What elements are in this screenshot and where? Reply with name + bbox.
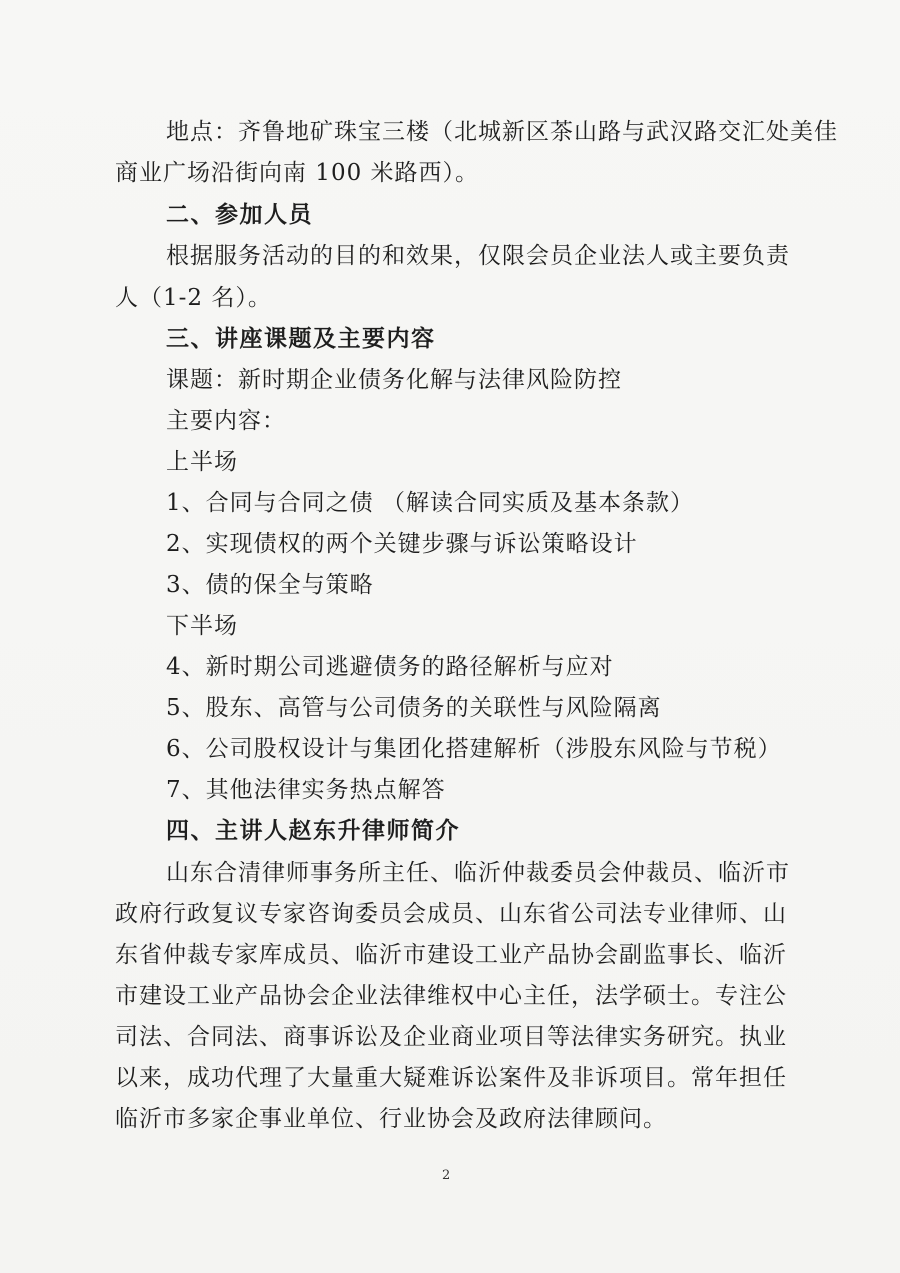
- page-number: 2: [442, 1168, 451, 1183]
- list-item-4: 4、新时期公司逃避债务的路径解析与应对: [166, 654, 614, 680]
- location-line-2: 商业广场沿街向南 100 米路西）。: [115, 160, 480, 186]
- list-item-6: 6、公司股权设计与集团化搭建解析（涉股东风险与节税）: [166, 736, 782, 762]
- section-2-line-2: 人（1-2 名）。: [115, 285, 272, 311]
- section-3-heading: 三、讲座课题及主要内容: [166, 326, 436, 352]
- section-2-line-1: 根据服务活动的目的和效果，仅限会员企业法人或主要负责: [166, 243, 790, 269]
- section-2-heading: 二、参加人员: [166, 202, 313, 228]
- topic-line: 课题：新时期企业债务化解与法律风险防控: [166, 367, 622, 393]
- bio-line-4: 市建设工业产品协会企业法律维权中心主任，法学硕士。专注公: [115, 983, 787, 1009]
- bio-line-6: 以来，成功代理了大量重大疑难诉讼案件及非诉项目。常年担任: [115, 1065, 787, 1091]
- bio-line-2: 政府行政复议专家咨询委员会成员、山东省公司法专业律师、山: [115, 901, 787, 927]
- section-4-heading: 四、主讲人赵东升律师简介: [166, 818, 460, 844]
- list-item-1: 1、合同与合同之债 （解读合同实质及基本条款）: [166, 490, 694, 516]
- second-half-label: 下半场: [166, 613, 238, 639]
- first-half-label: 上半场: [166, 449, 238, 475]
- list-item-5: 5、股东、高管与公司债务的关联性与风险隔离: [166, 695, 662, 721]
- list-item-3: 3、债的保全与策略: [166, 572, 374, 598]
- list-item-7: 7、其他法律实务热点解答: [166, 777, 446, 803]
- bio-line-3: 东省仲裁专家库成员、临沂市建设工业产品协会副监事长、临沂: [115, 942, 787, 968]
- main-content-label: 主要内容：: [166, 408, 286, 434]
- location-line-1: 地点：齐鲁地矿珠宝三楼（北城新区茶山路与武汉路交汇处美佳: [166, 119, 838, 145]
- bio-line-1: 山东合清律师事务所主任、临沂仲裁委员会仲裁员、临沂市: [166, 860, 790, 886]
- bio-line-7: 临沂市多家企事业单位、行业协会及政府法律顾问。: [115, 1106, 667, 1132]
- list-item-2: 2、实现债权的两个关键步骤与诉讼策略设计: [166, 531, 638, 557]
- bio-line-5: 司法、合同法、商事诉讼及企业商业项目等法律实务研究。执业: [115, 1024, 787, 1050]
